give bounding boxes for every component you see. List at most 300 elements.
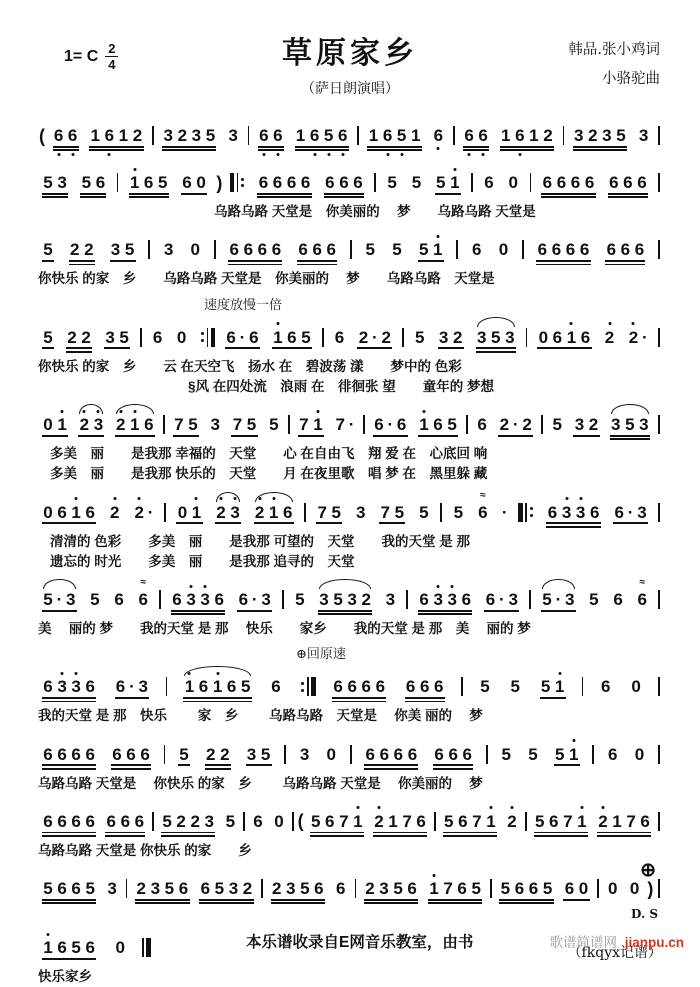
note-digit: 0 xyxy=(629,879,640,898)
octave-dot-above xyxy=(437,585,440,588)
note-digit: 1 xyxy=(431,241,445,258)
barline xyxy=(248,126,250,145)
barline xyxy=(525,812,527,831)
note-digit: 6 xyxy=(300,173,311,192)
beam-underline xyxy=(541,196,595,198)
note-digit: 1 xyxy=(388,811,398,831)
beam-underline xyxy=(257,193,311,195)
note-group xyxy=(562,880,590,897)
beam-underline xyxy=(161,835,215,837)
paren: ) xyxy=(216,172,223,193)
note-digit: 2 xyxy=(361,590,371,609)
note-digit: 6 xyxy=(308,127,322,144)
barline xyxy=(434,812,436,831)
note-digit: 6 xyxy=(434,744,444,764)
note-group xyxy=(175,504,203,521)
note-group xyxy=(52,127,80,144)
note-digit: 6 xyxy=(361,677,371,697)
note-group xyxy=(251,813,265,830)
note-digit: 7 xyxy=(174,415,184,434)
beam-underline xyxy=(613,522,648,524)
note-digit: 6 xyxy=(200,879,211,898)
barline xyxy=(563,126,565,145)
note-group xyxy=(270,880,326,897)
beam-underline xyxy=(316,522,342,524)
octave-dot-above xyxy=(195,497,198,500)
barline xyxy=(357,126,359,145)
note-digit: 5 xyxy=(447,415,457,434)
note-digit: 6 xyxy=(257,127,271,144)
note-digit: 1 xyxy=(410,126,421,145)
notes-row xyxy=(38,731,662,774)
beam-underline xyxy=(254,522,294,524)
note-digit: 6 xyxy=(606,240,617,260)
note-group xyxy=(354,504,368,521)
beam-underline xyxy=(610,435,650,437)
beam-underline xyxy=(225,347,260,349)
note-digit: 6 ≈ xyxy=(478,489,488,522)
augmentation-dot: · xyxy=(147,502,154,522)
note-digit: 1 xyxy=(612,811,622,831)
note-digit: 6 xyxy=(198,677,209,697)
octave-dot-above xyxy=(61,672,64,675)
note-digit: 6 xyxy=(461,590,472,609)
note-group xyxy=(296,241,338,258)
barline xyxy=(207,328,209,347)
note-digit: 5 xyxy=(510,677,520,697)
note-group xyxy=(363,746,419,763)
octave-dot-below xyxy=(437,147,440,150)
note-digit: 6 xyxy=(120,811,131,831)
beam-underline xyxy=(373,832,427,834)
note-digit: 2 xyxy=(358,327,369,347)
note-group xyxy=(41,174,69,191)
note-digit: 7 xyxy=(299,415,309,434)
beam-underline xyxy=(199,899,253,901)
beam-underline xyxy=(418,435,458,437)
octave-dot-above xyxy=(75,497,78,500)
note-digit: 6 xyxy=(115,677,126,697)
note-digit: 2 xyxy=(543,126,553,145)
note-digit: 6 xyxy=(85,938,95,957)
note-digit: 6 xyxy=(243,240,254,260)
barline xyxy=(288,415,290,434)
beam-underline xyxy=(178,764,190,766)
note-group xyxy=(606,880,620,897)
note-digit: 6 xyxy=(640,811,650,831)
note-digit: 6 xyxy=(85,744,95,764)
beam-underline xyxy=(66,347,92,349)
note-digit: 2 xyxy=(499,415,510,434)
note-digit: 5 xyxy=(240,677,251,697)
beam-underline xyxy=(357,347,392,349)
note-digit: 6 xyxy=(484,173,494,192)
note-group xyxy=(236,591,273,608)
barline xyxy=(471,173,473,192)
octave-dot-below xyxy=(386,153,389,156)
note-digit: 5 xyxy=(300,879,310,898)
barline xyxy=(658,677,660,696)
repeat-end xyxy=(198,328,216,347)
note-digit: 3 xyxy=(299,744,310,764)
note-digit: 5 xyxy=(310,811,321,831)
note-digit: 5 xyxy=(542,590,552,609)
note-digit: 5 xyxy=(162,811,172,831)
augmentation-dot: · xyxy=(512,415,519,434)
barline xyxy=(658,503,660,522)
barline xyxy=(282,590,284,609)
barline xyxy=(461,677,463,696)
beam-underline xyxy=(418,260,444,262)
note-digit: 6 xyxy=(114,590,124,609)
note-digit: 2 xyxy=(190,811,200,831)
notes-row xyxy=(38,663,662,706)
beam-underline xyxy=(433,768,473,770)
note-digit: 5 xyxy=(395,127,409,144)
note-digit: 6 xyxy=(407,744,418,764)
note-group xyxy=(297,416,325,433)
octave-dot-above xyxy=(61,410,64,413)
note-digit: 5 xyxy=(453,502,464,522)
note-digit: 6 xyxy=(336,879,346,898)
beam-underline xyxy=(500,149,554,151)
site-url-link[interactable]: jianpu.cn xyxy=(624,935,684,950)
note-group xyxy=(478,678,492,695)
note-digit: 2 xyxy=(176,811,186,831)
beam-underline xyxy=(364,899,418,901)
note-digit: 2 xyxy=(108,504,122,521)
note-digit: 6 xyxy=(637,173,647,192)
note-digit: 0 xyxy=(274,811,284,831)
note-digit: 6 xyxy=(43,744,53,764)
note-digit: 6 xyxy=(601,677,611,697)
beam-underline xyxy=(405,697,445,699)
note-digit: 5 xyxy=(534,811,545,831)
note-group xyxy=(536,329,592,346)
note-digit: 5 xyxy=(260,744,271,764)
tempo-annotation: ⊕回原速 xyxy=(296,647,346,663)
note-digit: 1 xyxy=(553,678,567,695)
beam-underline xyxy=(541,193,595,195)
note-digit: 6 xyxy=(326,240,337,260)
octave-dot-above xyxy=(422,410,425,413)
octave-dot-below xyxy=(262,153,265,156)
beam-underline xyxy=(129,196,169,198)
beam-underline xyxy=(546,522,600,524)
dot xyxy=(530,514,533,517)
note-group xyxy=(437,329,465,346)
barline xyxy=(261,879,263,898)
note-digit: 6 xyxy=(106,811,117,831)
beam-underline xyxy=(318,613,372,615)
barline xyxy=(453,126,455,145)
note-digit: 5 xyxy=(365,240,375,260)
note-digit: 3 xyxy=(560,504,574,521)
barline xyxy=(164,745,166,764)
barline xyxy=(522,240,524,259)
note-digit: 6 xyxy=(333,677,343,697)
system-line xyxy=(38,731,662,794)
slur-arc xyxy=(611,404,649,414)
note-group xyxy=(214,504,242,521)
augmentation-dot: · xyxy=(239,327,246,347)
note-digit: 6 xyxy=(312,240,322,260)
note-digit: 5 xyxy=(436,173,446,192)
augmentation-dot: · xyxy=(371,327,378,347)
octave-dot-above xyxy=(632,322,635,325)
beam-underline xyxy=(476,347,516,349)
beam-underline xyxy=(324,193,364,195)
note-group xyxy=(417,416,459,433)
note-digit: 0 xyxy=(578,879,589,898)
note-digit: 1 xyxy=(368,126,379,145)
note-group xyxy=(112,591,126,608)
dot xyxy=(301,689,304,692)
note-group xyxy=(41,416,69,433)
barline xyxy=(461,677,463,696)
barline xyxy=(214,240,216,259)
barline xyxy=(486,745,488,764)
note-group xyxy=(476,489,490,522)
lyrics-line: 乌路乌路 天堂是 你快乐 的家 乡 乌路乌路 天堂是 你美丽的 梦 xyxy=(38,775,483,791)
beam-underline xyxy=(42,610,77,612)
note-digit: 6 xyxy=(448,744,458,764)
note-digit: 0 xyxy=(115,938,126,957)
note-digit: 0 xyxy=(177,502,188,522)
note-group xyxy=(175,329,189,346)
beam-underline xyxy=(42,522,96,524)
note-group xyxy=(317,591,373,608)
note-digit: 2 xyxy=(177,126,188,145)
octave-dot-above xyxy=(579,497,582,500)
barline xyxy=(322,328,324,347)
note-group xyxy=(632,746,646,763)
note-digit: 5 xyxy=(419,502,429,522)
beam-underline xyxy=(105,832,145,834)
note-group xyxy=(540,174,596,191)
repeat-end xyxy=(298,677,316,696)
note-group xyxy=(553,746,581,763)
note-digit: 6 xyxy=(462,744,473,764)
note-digit: 6 xyxy=(314,879,324,898)
beam-underline xyxy=(443,832,497,834)
octave-dot-above xyxy=(436,235,439,238)
augmentation-dot: · xyxy=(642,327,648,347)
note-digit: 5 xyxy=(43,879,53,898)
note-digit: 6 xyxy=(325,173,335,192)
tempo-annotation: 速度放慢一倍 xyxy=(204,297,283,313)
note-digit: 3 xyxy=(138,677,148,697)
barline xyxy=(284,745,286,764)
tremolo-mark: ≈ xyxy=(480,489,486,501)
beam-underline xyxy=(42,899,96,901)
performer-subtitle: （萨日朗演唱） xyxy=(301,81,399,97)
note-digit: 0 xyxy=(196,173,206,192)
song-title: 草原家乡 xyxy=(282,37,418,70)
beam-underline xyxy=(597,835,651,837)
barline xyxy=(159,590,161,609)
note-digit: 6 xyxy=(614,502,624,522)
note-digit: 2 xyxy=(136,879,147,898)
note-digit: 7 xyxy=(335,415,345,434)
note-digit: 6 xyxy=(140,744,150,764)
barline xyxy=(525,812,527,831)
note-digit: 1 xyxy=(182,678,196,695)
note-group xyxy=(177,746,191,763)
note-digit: 6 xyxy=(172,590,182,609)
note-digit: 6 xyxy=(71,879,81,898)
note-group xyxy=(409,174,423,191)
barline xyxy=(166,677,168,696)
octave-dot-above xyxy=(489,806,492,809)
beam-underline xyxy=(297,260,337,262)
note-digit: 5 xyxy=(394,502,405,522)
note-digit: 6 xyxy=(226,327,236,347)
note-group xyxy=(41,880,97,897)
octave-dot-above xyxy=(133,168,136,171)
note-digit: 1 xyxy=(311,416,325,433)
note-digit: 3 xyxy=(611,415,621,434)
barline xyxy=(530,173,532,192)
beam-underline xyxy=(135,902,189,904)
note-group xyxy=(41,241,55,258)
note-digit: 3 xyxy=(228,504,242,521)
note-digit: 1 xyxy=(567,746,581,763)
beam-underline xyxy=(231,435,257,437)
note-group xyxy=(628,880,642,897)
note-digit: 2 xyxy=(132,504,146,521)
beam-underline xyxy=(298,435,324,437)
note-digit: 5 xyxy=(414,327,425,347)
beam-underline xyxy=(272,347,312,349)
note-digit: 3 xyxy=(347,590,357,609)
barline-thick xyxy=(518,503,523,522)
note-group xyxy=(462,127,490,144)
note-digit: 0 xyxy=(508,173,518,192)
octave-dot-above xyxy=(356,806,359,809)
octave-dot-above xyxy=(316,410,319,413)
beam-underline xyxy=(463,149,489,151)
note-group xyxy=(88,591,102,608)
octave-dot-above xyxy=(138,497,141,500)
note-digit: 6 xyxy=(334,327,345,347)
note-digit: 6 xyxy=(485,590,496,609)
note-group xyxy=(170,591,226,608)
note-digit: 6 xyxy=(419,590,429,609)
note-digit: 5 xyxy=(71,938,81,957)
lyrics-line: 乌路乌路 天堂是 你快乐 的家 乡 xyxy=(38,842,252,858)
note-digit: 5 xyxy=(501,744,511,764)
note-digit: 1 xyxy=(90,126,101,145)
note-group xyxy=(134,880,190,897)
note-group xyxy=(161,127,217,144)
barline xyxy=(322,328,324,347)
note-digit: 6 xyxy=(365,744,375,764)
beam-underline xyxy=(608,193,648,195)
note-group xyxy=(596,813,652,830)
barline xyxy=(658,879,660,898)
note-digit: 2 xyxy=(242,879,253,898)
octave-dot-above xyxy=(608,322,611,325)
note-digit: 6 xyxy=(178,879,189,898)
beam-underline xyxy=(181,193,207,195)
beam-underline xyxy=(297,264,337,266)
beam-underline xyxy=(237,610,272,612)
barline xyxy=(350,745,352,764)
barline xyxy=(592,745,594,764)
beam-underline xyxy=(563,899,589,901)
octave-dot-above xyxy=(453,168,456,171)
note-group xyxy=(609,416,651,433)
note-digit: 6 xyxy=(102,127,116,144)
beam-underline xyxy=(42,347,54,349)
note-group xyxy=(483,591,520,608)
note-digit: 6 xyxy=(57,811,67,831)
note-digit: 3 xyxy=(431,591,445,608)
barline xyxy=(152,812,154,831)
note-group xyxy=(383,591,397,608)
beam-underline xyxy=(373,835,427,837)
beam-underline xyxy=(610,438,650,440)
beam-underline xyxy=(80,196,106,198)
dot xyxy=(301,682,304,685)
barline xyxy=(456,240,458,259)
system-line xyxy=(38,112,662,155)
note-group xyxy=(272,813,286,830)
note-digit: 6 xyxy=(477,415,487,434)
note-digit: 5 xyxy=(246,415,257,434)
note-digit: 3 xyxy=(637,502,647,522)
note-group xyxy=(204,746,232,763)
note-group xyxy=(434,174,462,191)
barline xyxy=(582,677,584,696)
note-digit: 6 xyxy=(112,744,122,764)
system-line xyxy=(38,401,662,485)
barline xyxy=(261,879,263,898)
note-digit: 2 xyxy=(372,813,386,830)
note-digit: 5 xyxy=(554,744,565,764)
note-digit: 6 xyxy=(549,811,559,831)
note-digit: 0 xyxy=(607,879,618,898)
beam-underline xyxy=(546,526,600,528)
note-digit: 6 ≈ xyxy=(637,577,647,609)
slur-arc xyxy=(184,666,250,676)
note-group xyxy=(257,127,285,144)
beam-underline xyxy=(257,196,311,198)
note-group xyxy=(198,880,254,897)
repeat-dots xyxy=(241,178,244,188)
barline xyxy=(658,126,660,145)
note-group xyxy=(230,416,258,433)
notes-row xyxy=(38,226,662,269)
note-group xyxy=(256,174,312,191)
note-group xyxy=(172,416,200,433)
note-digit: 0 xyxy=(538,327,549,347)
note-digit: 6 xyxy=(552,327,563,347)
note-digit: 6 xyxy=(570,173,581,192)
octave-dot-below xyxy=(57,153,60,156)
note-group xyxy=(482,174,496,191)
slur-arc xyxy=(477,317,515,327)
slur-arc xyxy=(255,492,293,502)
note-digit: 1 xyxy=(189,504,203,521)
note-digit: 3 xyxy=(508,590,518,609)
note-digit: 5 xyxy=(269,415,279,434)
note-digit: 2 xyxy=(626,329,640,346)
note-digit: 7 xyxy=(380,502,390,522)
barline xyxy=(164,503,166,522)
note-digit: 7 xyxy=(402,811,412,831)
